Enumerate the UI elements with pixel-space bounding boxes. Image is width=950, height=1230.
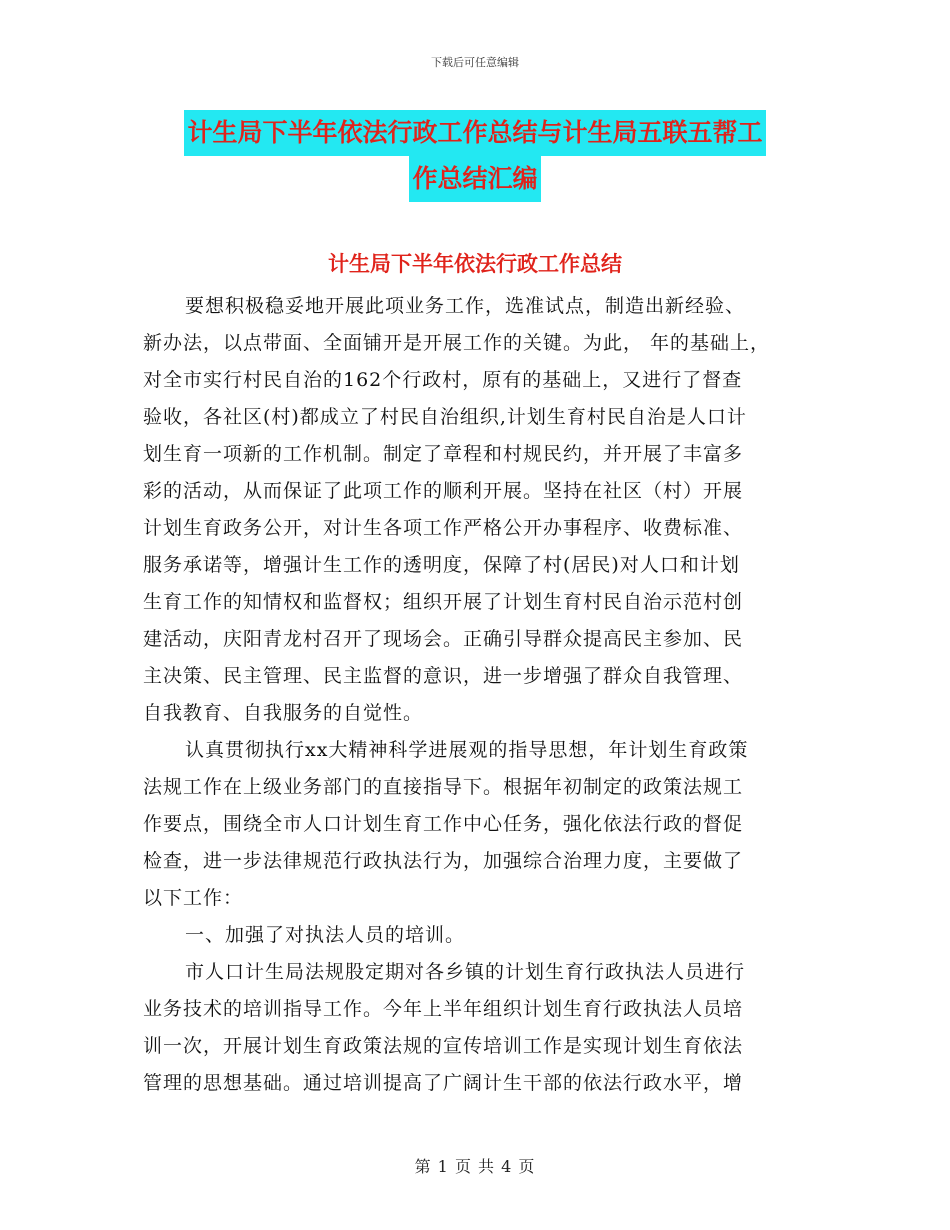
paragraph-line: 要想积极稳妥地开展此项业务工作，选准试点，制造出新经验、 xyxy=(185,295,746,317)
paragraph-line: 建活动，庆阳青龙村召开了现场会。正确引导群众提高民主参加、民 xyxy=(143,628,744,650)
paragraph-line: 计划生育政务公开，对计生各项工作严格公开办事程序、收费标准、 xyxy=(143,517,744,539)
paragraph-line: 管理的思想基础。通过培训提高了广阔计生干部的依法行政水平，增 xyxy=(143,1072,744,1094)
paragraph-line: 以下工作： xyxy=(143,887,244,909)
paragraph-line: 新办法，以点带面、全面铺开是开展工作的关键。为此， 年的基础上， xyxy=(143,332,771,354)
paragraph-line: 生育工作的知情权和监督权；组织开展了计划生育村民自治示范村创 xyxy=(143,591,744,613)
paragraph-line: 验收，各社区(村)都成立了村民自治组织,计划生育村民自治是人口计 xyxy=(143,406,747,428)
paragraph-line: 作要点，围绕全市人口计划生育工作中心任务，强化依法行政的督促 xyxy=(143,813,744,835)
section-title: 计生局下半年依法行政工作总结 xyxy=(328,252,622,276)
title-line-1: 计生局下半年依法行政工作总结与计生局五联五帮工 xyxy=(184,110,765,156)
page-footer: 第 1 页 共 4 页 xyxy=(414,1157,536,1176)
paragraph-line: 训一次，开展计划生育政策法规的宣传培训工作是实现计划生育依法 xyxy=(143,1035,744,1057)
body-text xyxy=(143,288,808,1102)
paragraph-line: 彩的活动，从而保证了此项工作的顺利开展。坚持在社区（村）开展 xyxy=(143,480,744,502)
paragraph-line: 划生育一项新的工作机制。制定了章程和村规民约，并开展了丰富多 xyxy=(143,443,744,465)
paragraph-line: 检查，进一步法律规范行政执法行为，加强综合治理力度，主要做了 xyxy=(143,850,744,872)
document-title xyxy=(0,110,950,202)
paragraph-line: 自我教育、自我服务的自觉性。 xyxy=(143,702,424,724)
section-heading: 一、加强了对执法人员的培训。 xyxy=(185,924,466,946)
paragraph-line: 认真贯彻执行xx大精神科学进展观的指导思想，年计划生育政策 xyxy=(185,739,749,761)
paragraph-line: 业务技术的培训指导工作。今年上半年组织计划生育行政执法人员培 xyxy=(143,998,744,1020)
paragraph-line: 法规工作在上级业务部门的直接指导下。根据年初制定的政策法规工 xyxy=(143,776,744,798)
title-line-2: 作总结汇编 xyxy=(409,156,540,202)
paragraph-line: 主决策、民主管理、民主监督的意识，进一步增强了群众自我管理、 xyxy=(143,665,744,687)
paragraph-line: 对全市实行村民自治的162个行政村，原有的基础上，又进行了督查 xyxy=(143,369,743,391)
paragraph-line: 市人口计生局法规股定期对各乡镇的计划生育行政执法人员进行 xyxy=(185,961,746,983)
header-note: 下载后可任意编辑 xyxy=(431,56,519,69)
paragraph-line: 服务承诺等，增强计生工作的透明度，保障了村(居民)对人口和计划 xyxy=(143,554,740,576)
